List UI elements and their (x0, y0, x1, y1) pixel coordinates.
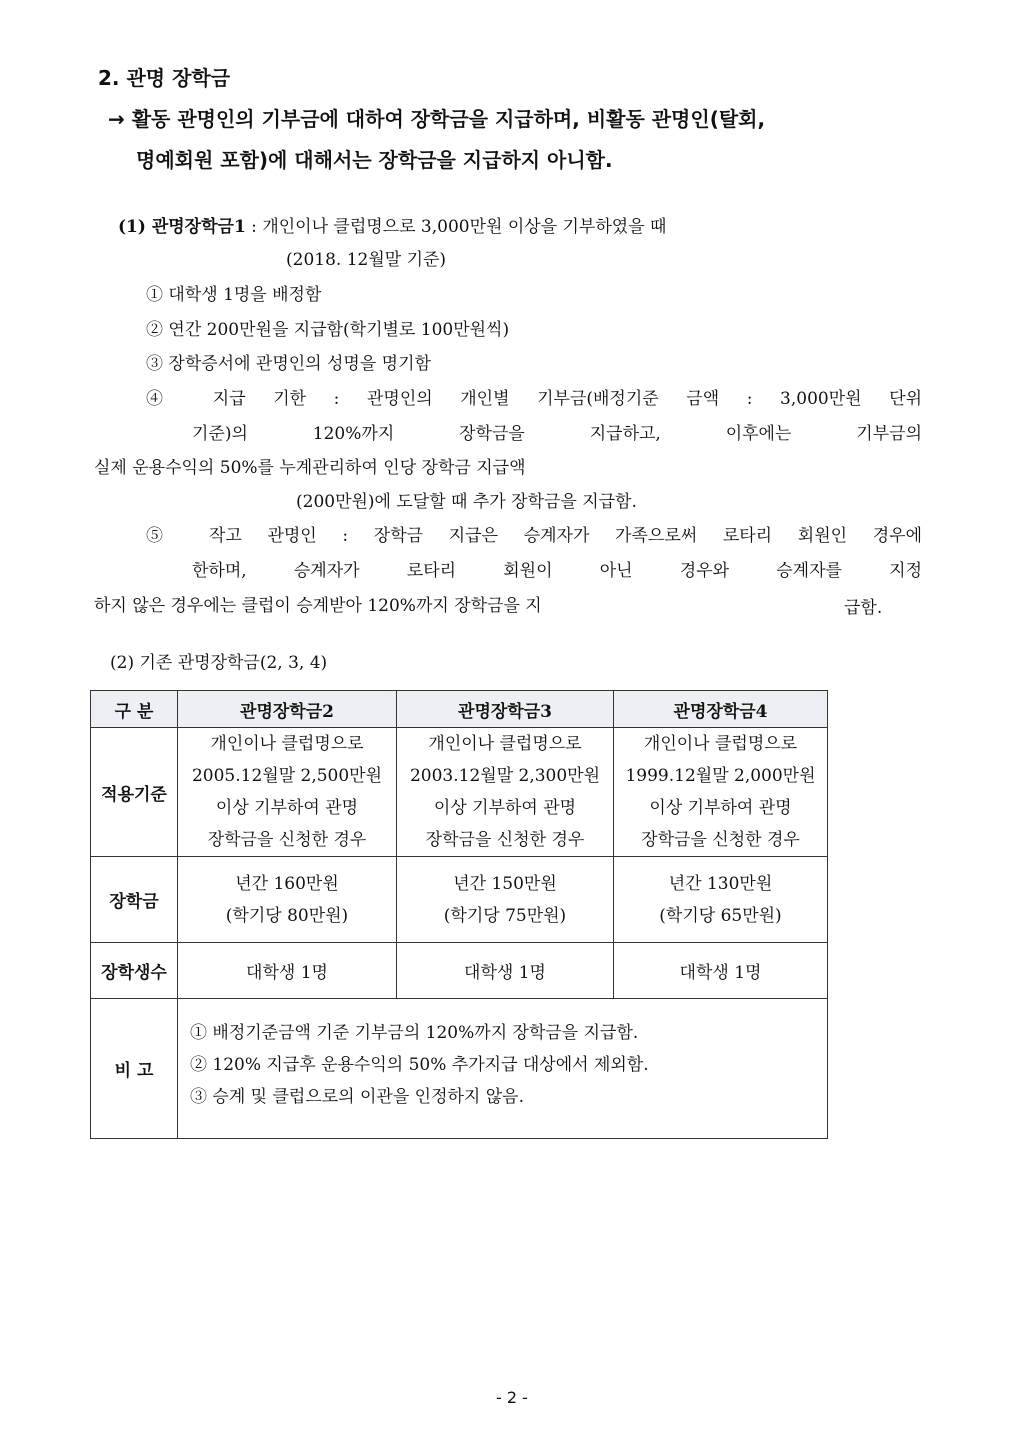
row-label-count: 장학생수 (91, 943, 178, 999)
note-line: ③ 승계 및 클럽으로의 이관을 인정하지 않음. (190, 1087, 525, 1107)
note-line: ① 배정기준금액 기준 기부금의 120%까지 장학금을 지급함. (190, 1023, 639, 1043)
part1-item-3: ③ 장학증서에 관명인의 성명을 명기함 (146, 354, 431, 374)
row-label-note: 비 고 (91, 999, 178, 1139)
row-label-criteria: 적용기준 (91, 728, 178, 857)
table-header-row (91, 691, 828, 728)
scholarship-table (90, 690, 828, 1139)
criteria-cell-4 (614, 728, 828, 857)
criteria-line: 개인이나 클럽명으로 (210, 734, 364, 754)
amount-cell-2 (178, 857, 397, 943)
intro-line-2: 명예회원 포함)에 대해서는 장학금을 지급하지 아니함. (136, 148, 613, 172)
part1-heading (118, 212, 666, 237)
criteria-line: 1999.12월말 2,000만원 (625, 766, 816, 786)
part1-item-5-line-2: 한하며, 승계자가 로타리 회원이 아닌 경우와 승계자를 지정 (192, 561, 922, 581)
part1-item-4-line-2: 기준)의 120%까지 장학금을 지급하고, 이후에는 기부금의 (192, 424, 922, 444)
header-scholarship-3: 관명장학금3 (397, 691, 614, 728)
criteria-line: 이상 기부하여 관명 (215, 798, 359, 818)
criteria-line: 장학금을 신청한 경우 (425, 830, 585, 850)
criteria-line: 이상 기부하여 관명 (649, 798, 792, 818)
amount-line: 년간 160만원 (235, 873, 339, 894)
part1-item-5-line-3-end: 급함. (844, 598, 883, 618)
part1-item-4-line-3: 실제 운용수익의 50%를 누계관리하여 인당 장학금 지급액 (94, 458, 526, 478)
amount-cell-4 (614, 857, 828, 943)
criteria-line: 2003.12월말 2,300만원 (409, 766, 601, 786)
criteria-line: 장학금을 신청한 경우 (207, 830, 367, 850)
criteria-line: 장학금을 신청한 경우 (641, 830, 800, 850)
amount-line: (학기당 75만원) (443, 905, 567, 926)
criteria-line: 2005.12월말 2,500만원 (191, 766, 383, 786)
table-row-count (91, 943, 828, 999)
part1-item-5-line-3: 하지 않은 경우에는 클럽이 승계받아 120%까지 장학금을 지 (94, 596, 542, 616)
part1-heading-label: (1) 관명장학금1 (118, 217, 246, 237)
part1-item-2: ② 연간 200만원을 지급함(학기별로 100만원씩) (146, 320, 510, 340)
amount-cell-3 (397, 857, 614, 943)
intro-line-1: → 활동 관명인의 기부금에 대하여 장학금을 지급하며, 비활동 관명인(탈회, (108, 107, 766, 131)
note-cell (178, 999, 828, 1139)
row-label-amount: 장학금 (91, 857, 178, 943)
criteria-cell-2 (178, 728, 397, 857)
page-number: - 2 - (496, 1388, 528, 1407)
criteria-line: 이상 기부하여 관명 (433, 798, 577, 818)
count-cell-3: 대학생 1명 (397, 943, 614, 999)
part1-item-5-line-1: ⑤ 작고 관명인 : 장학금 지급은 승계자가 가족으로써 로타리 회원인 경우에 (146, 526, 922, 546)
amount-line: 년간 130만원 (668, 873, 773, 894)
section-title: 2. 관명 장학금 (98, 66, 231, 90)
header-scholarship-2: 관명장학금2 (178, 691, 397, 728)
header-category: 구 분 (91, 691, 178, 728)
note-line: ② 120% 지급후 운용수익의 50% 추가지급 대상에서 제외함. (190, 1055, 649, 1075)
part1-heading-rest: : 개인이나 클럽명으로 3,000만원 이상을 기부하였을 때 (245, 217, 667, 237)
part1-item-1: ① 대학생 1명을 배정함 (146, 285, 322, 305)
table-row-note (91, 999, 828, 1139)
part1-item-4-line-4: (200만원)에 도달할 때 추가 장학금을 지급함. (296, 492, 637, 512)
table-row-amount (91, 857, 828, 943)
criteria-cell-3 (397, 728, 614, 857)
header-scholarship-4: 관명장학금4 (614, 691, 828, 728)
table-row-criteria (91, 728, 828, 857)
count-cell-2: 대학생 1명 (178, 943, 397, 999)
criteria-line: 개인이나 클럽명으로 (428, 734, 582, 754)
part1-item-4-line-1: ④ 지급 기한 : 관명인의 개인별 기부금(배정기준 금액 : 3,000만원 단위 (146, 389, 922, 409)
part1-basis: (2018. 12월말 기준) (286, 250, 447, 270)
count-cell-4: 대학생 1명 (614, 943, 828, 999)
amount-line: (학기당 80만원) (225, 905, 349, 926)
amount-line: 년간 150만원 (453, 873, 557, 894)
criteria-line: 개인이나 클럽명으로 (643, 734, 798, 754)
part2-heading: (2) 기존 관명장학금(2, 3, 4) (110, 653, 328, 673)
amount-line: (학기당 65만원) (659, 905, 782, 926)
